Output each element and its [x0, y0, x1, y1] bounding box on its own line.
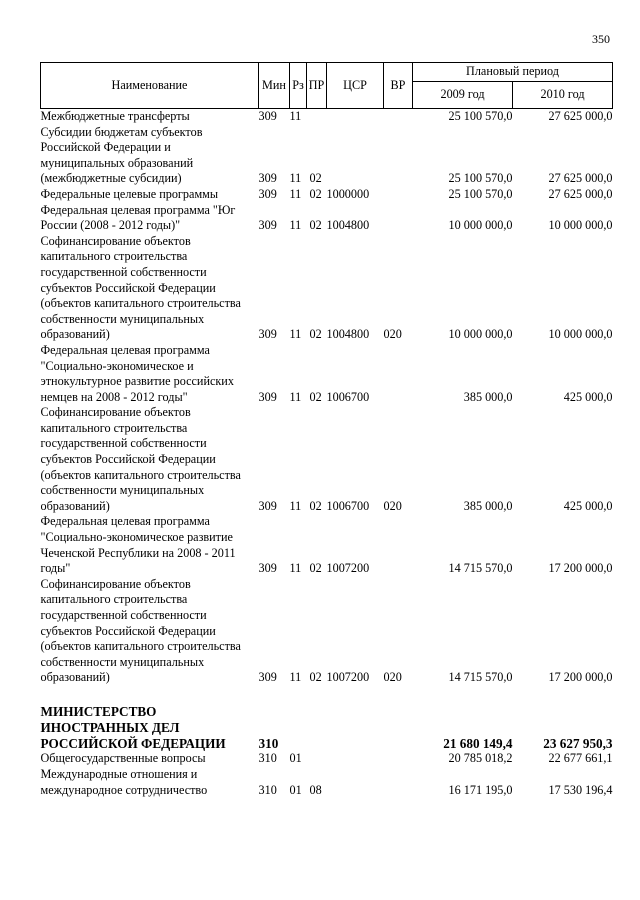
row-name: Федеральная целевая программа "Социально-экономическое и этнокультурное развитие российских немцев на 2008 - 2012 годы" — [40, 342, 234, 404]
row-pr: 02 — [309, 186, 322, 201]
row-min: 309 — [258, 186, 277, 201]
row-name: Софинансирование объектов капитального строительства государственной собственности субъектов Российской Федерации (объектов капитального строительства собственности муниципальных образований) — [40, 576, 241, 685]
row-csr: 1007200 — [326, 561, 370, 576]
table-row — [41, 187, 613, 203]
table-row — [41, 577, 613, 686]
page-number: 350 — [592, 32, 610, 46]
row-rz: 11 — [289, 389, 302, 404]
table-row — [41, 203, 613, 234]
row-2009: 14 715 570,0 — [448, 670, 513, 685]
row-min: 309 — [258, 498, 277, 513]
row-min: 309 — [258, 327, 277, 342]
row-vr: 020 — [383, 498, 402, 513]
row-2009: 14 715 570,0 — [448, 561, 513, 576]
row-name: Федеральная целевая программа "Социально-экономическое развитие Чеченской Республики на 2008 - 2011 годы" — [40, 514, 236, 576]
ministry-name: МИНИСТЕРСТВО ИНОСТРАННЫХ ДЕЛ РОССИЙСКОЙ ФЕДЕРАЦИИ — [40, 703, 226, 751]
row-name: Межбюджетные трансферты — [40, 109, 190, 123]
row-csr: 1007200 — [326, 670, 370, 685]
row-pr — [307, 109, 327, 125]
row-min: 310 — [258, 782, 277, 797]
header-name: Наименование — [41, 63, 259, 109]
header-rz: Рз — [290, 63, 307, 109]
row-name: Общегосударственные вопросы — [40, 751, 206, 766]
row-csr: 1006700 — [326, 389, 370, 404]
row-csr — [327, 125, 384, 187]
row-rz: 11 — [289, 561, 302, 576]
header-pr: ПР — [307, 63, 327, 109]
row-vr — [384, 125, 413, 187]
header-csr: ЦСР — [327, 63, 384, 109]
row-min: 309 — [258, 389, 277, 404]
row-2009: 20 785 018,2 — [448, 751, 513, 766]
table-row — [41, 125, 613, 187]
row-min: 309 — [258, 670, 277, 685]
row-name: Федеральные целевые программы — [40, 186, 219, 201]
row-csr — [327, 109, 384, 125]
row-2010: 27 625 000,0 — [548, 186, 613, 201]
ministry-rz — [290, 704, 307, 751]
row-2010: 425 000,0 — [563, 498, 613, 513]
table-row — [41, 405, 613, 514]
row-pr: 08 — [309, 782, 322, 797]
row-rz: 11 — [289, 327, 302, 342]
row-rz: 11 — [289, 186, 302, 201]
row-2009: 10 000 000,0 — [448, 327, 513, 342]
row-vr — [384, 751, 413, 767]
row-pr: 02 — [309, 498, 322, 513]
row-pr: 02 — [309, 389, 322, 404]
row-csr: 1004800 — [326, 327, 370, 342]
header-2010: 2010 год — [513, 82, 613, 109]
row-2010: 27 625 000,0 — [548, 171, 613, 186]
row-rz: 11 — [289, 670, 302, 685]
row-pr — [307, 751, 327, 767]
ministry-pr — [307, 704, 327, 751]
row-2010: 17 200 000,0 — [548, 670, 613, 685]
row-vr — [384, 109, 413, 125]
row-pr: 02 — [309, 327, 322, 342]
row-pr: 02 — [309, 218, 322, 233]
row-2010: 17 530 196,4 — [548, 782, 613, 797]
ministry-vr — [384, 704, 413, 751]
row-name: Федеральная целевая программа "Юг России (2008 - 2012 годы)" — [40, 202, 236, 233]
row-pr: 02 — [309, 171, 322, 186]
row-vr — [384, 514, 413, 576]
row-vr: 020 — [383, 327, 402, 342]
row-csr: 1004800 — [326, 218, 370, 233]
row-rz: 01 — [289, 751, 302, 766]
row-name: Софинансирование объектов капитального строительства государственной собственности субъектов Российской Федерации (объектов капитального строительства собственности муниципальных образований) — [40, 405, 241, 513]
row-vr — [384, 343, 413, 405]
row-rz: 11 — [289, 218, 302, 233]
row-csr — [327, 767, 384, 798]
table-row — [41, 751, 613, 767]
row-name: Субсидии бюджетам субъектов Российской Федерации и муниципальных образований (межбюджетные субсидии) — [40, 124, 203, 186]
header-2009: 2009 год — [413, 82, 513, 109]
row-csr: 1000000 — [326, 186, 370, 201]
row-2009: 25 100 570,0 — [448, 109, 513, 123]
row-min: 309 — [258, 171, 277, 186]
table-row — [41, 234, 613, 343]
table-row — [41, 109, 613, 125]
row-name: Софинансирование объектов капитального строительства государственной собственности субъектов Российской Федерации (объектов капитального строительства собственности муниципальных образований) — [40, 233, 241, 342]
row-min: 309 — [258, 109, 277, 123]
ministry-row — [41, 704, 613, 751]
row-vr — [384, 187, 413, 203]
row-vr — [384, 767, 413, 798]
row-vr — [384, 203, 413, 234]
spacer-row — [41, 686, 613, 704]
row-rz: 11 — [289, 109, 302, 123]
row-vr: 020 — [383, 670, 402, 685]
row-2009: 10 000 000,0 — [448, 218, 513, 233]
row-2010: 10 000 000,0 — [548, 218, 613, 233]
row-rz: 11 — [289, 171, 302, 186]
row-2010: 27 625 000,0 — [548, 109, 613, 123]
header-vr: ВР — [384, 63, 413, 109]
header-planned-period: Плановый период — [413, 63, 613, 82]
row-min: 309 — [258, 561, 277, 576]
ministry-min: 310 — [258, 735, 279, 751]
table-row — [41, 767, 613, 798]
row-csr — [327, 751, 384, 767]
row-rz: 11 — [289, 498, 302, 513]
ministry-2010: 23 627 950,3 — [543, 735, 613, 751]
row-pr: 02 — [309, 561, 322, 576]
row-pr: 02 — [309, 670, 322, 685]
row-2009: 385 000,0 — [463, 498, 513, 513]
row-2009: 25 100 570,0 — [448, 186, 513, 201]
table-header — [41, 63, 613, 109]
row-csr: 1006700 — [326, 498, 370, 513]
row-2010: 17 200 000,0 — [548, 561, 613, 576]
row-2010: 10 000 000,0 — [548, 327, 613, 342]
header-min: Мин — [259, 63, 290, 109]
row-2009: 385 000,0 — [463, 389, 513, 404]
row-min: 309 — [258, 218, 277, 233]
row-rz: 01 — [289, 782, 302, 797]
row-2009: 16 171 195,0 — [448, 782, 513, 797]
table-row — [41, 514, 613, 576]
budget-table — [40, 62, 613, 798]
row-min: 310 — [258, 751, 277, 766]
row-2009: 25 100 570,0 — [448, 171, 513, 186]
ministry-csr — [327, 704, 384, 751]
row-2010: 22 677 661,1 — [548, 751, 613, 766]
row-name: Международные отношения и международное сотрудничество — [40, 766, 208, 797]
ministry-2009: 21 680 149,4 — [443, 735, 513, 751]
table-row — [41, 343, 613, 405]
row-2010: 425 000,0 — [563, 389, 613, 404]
